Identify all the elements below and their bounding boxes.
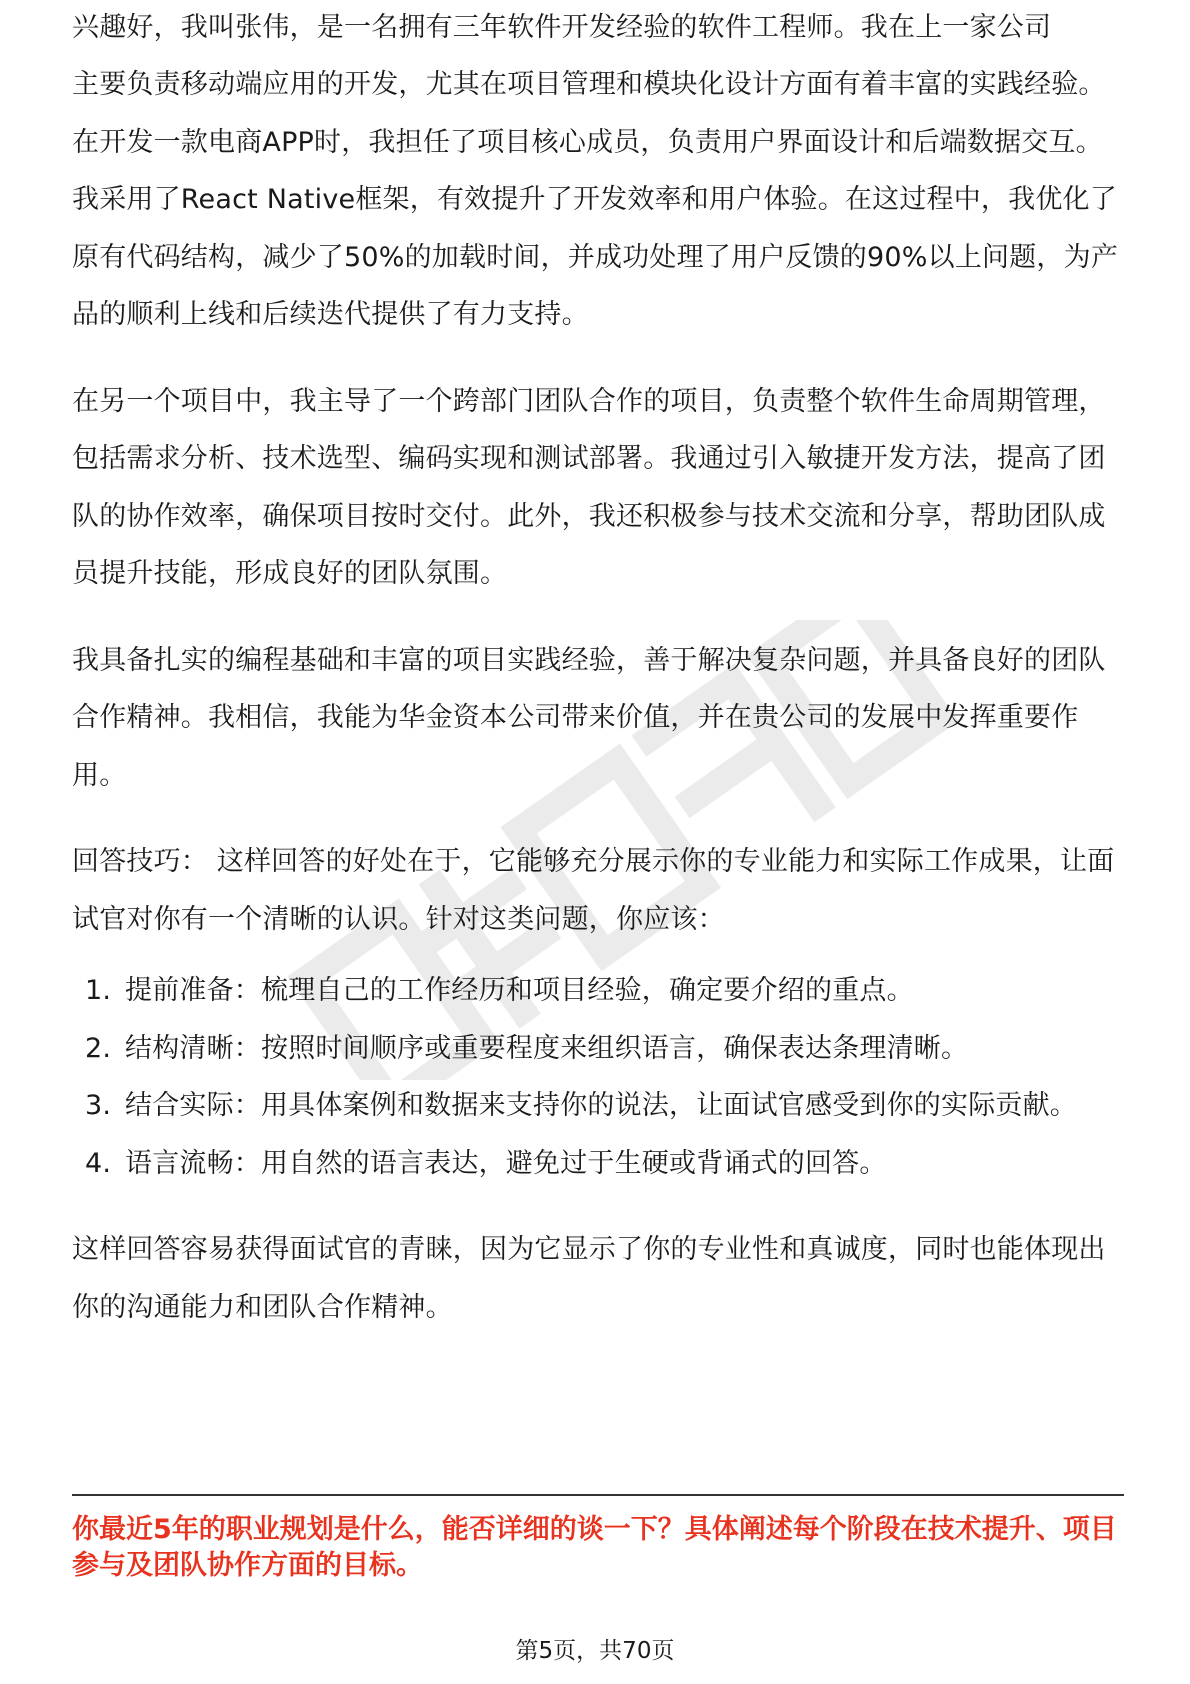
list-item <box>72 962 1122 1020</box>
paragraph-answer-tips: 回答技巧： 这样回答的好处在于，它能够充分展示你的专业能力和实际工作成果，让面试官对你有一个清晰的认识。针对这类问题，你应该： <box>72 846 1115 935</box>
list-item-text: 语言流畅：用自然的语言表达，避免过于生硬或背诵式的回答。 <box>125 1147 887 1179</box>
list-item <box>72 1077 1122 1135</box>
paragraph-experience: 主要负责移动端应用的开发，尤其在项目管理和模块化设计方面有着丰富的实践经验。在开发一款电商APP时，我担任了项目核心成员，负责用户界面设计和后端数据交互。我采用了React Native框架，有效提升了开发效率和用户体验。在这过程中，我优化了原有代码结构，减少了50%的加载时间，并成功处理了用户反馈的90%以上问题，为产品的顺利上线和后续迭代提供了有力支持。 <box>72 69 1119 330</box>
paragraph-self-summary: 我具备扎实的编程基础和丰富的项目实践经验，善于解决复杂问题，并具备良好的团队合作精神。我相信，我能为华金资本公司带来价值，并在贵公司的发展中发挥重要作用。 <box>72 644 1106 791</box>
list-item-text: 结合实际：用具体案例和数据来支持你的说法，让面试官感受到你的实际贡献。 <box>125 1090 1077 1121</box>
page-footer: 第5页，共70页 <box>515 1638 675 1664</box>
list-item <box>72 1020 1122 1078</box>
main-content <box>72 12 1122 1365</box>
interview-question: 你最近5年的职业规划是什么，能否详细的谈一下？具体阐述每个阶段在技术提升、项目参与及团队协作方面的目标。 <box>72 1514 1117 1581</box>
paragraph-closing: 这样回答容易获得面试官的青睐，因为它显示了你的专业性和真诚度，同时也能体现出你的沟通能力和团队合作精神。 <box>72 1234 1106 1323</box>
paragraph-cross-team-project: 在另一个项目中，我主导了一个跨部门团队合作的项目，负责整个软件生命周期管理，包括需求分析、技术选型、编码实现和测试部署。我通过引入敏捷开发方法，提高了团队的协作效率，确保项目按时交付。此外，我还积极参与技术交流和分享，帮助团队成员提升技能，形成良好的团队氛围。 <box>72 385 1106 589</box>
list-item-text: 提前准备：梳理自己的工作经历和项目经验，确定要介绍的重点。 <box>125 975 914 1006</box>
list-item-number: 2. <box>85 1032 112 1064</box>
list-item <box>72 1135 1122 1193</box>
section-divider <box>72 1494 1124 1496</box>
cut-off-line: 兴趣好，我叫张伟，是一名拥有三年软件开发经验的软件工程师。我在上一家公司 <box>72 12 1052 43</box>
list-item-number: 1. <box>85 975 112 1006</box>
tips-list <box>72 962 1122 1192</box>
list-item-number: 3. <box>85 1090 112 1121</box>
list-item-text: 结构清晰：按照时间顺序或重要程度来组织语言，确保表达条理清晰。 <box>125 1032 969 1064</box>
list-item-number: 4. <box>85 1147 112 1179</box>
